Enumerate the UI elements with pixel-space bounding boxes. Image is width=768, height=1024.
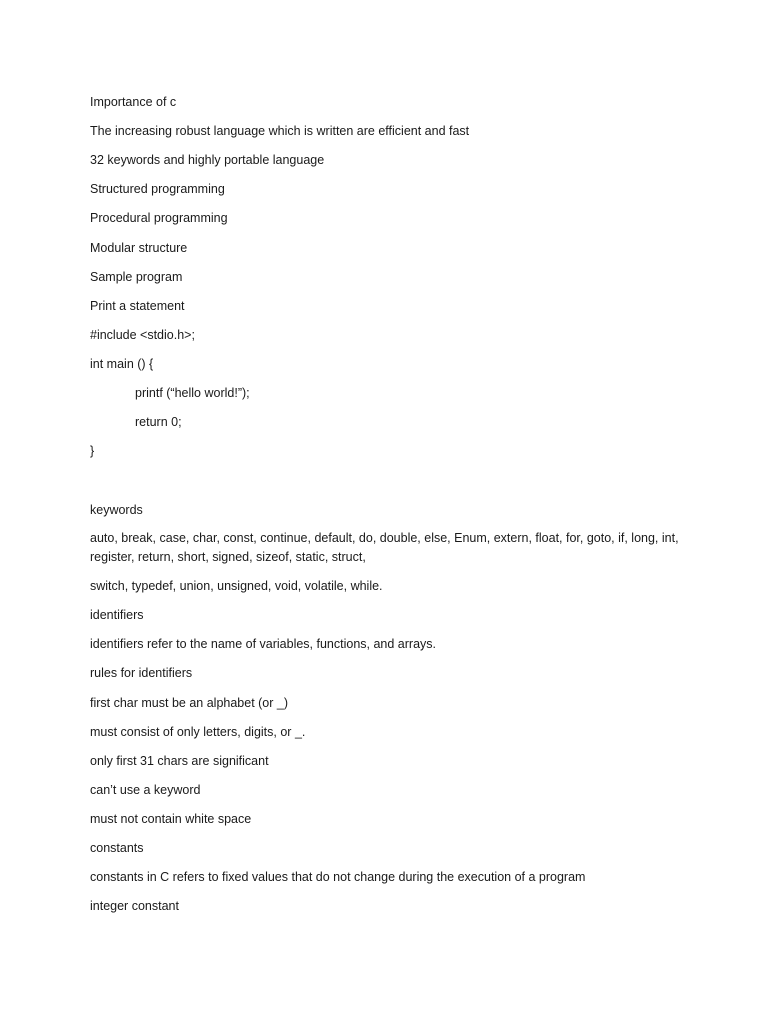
rule-line: first char must be an alphabet (or _) <box>90 696 289 710</box>
rule-line: must consist of only letters, digits, or _. <box>90 725 306 739</box>
paragraph-line: Structured programming <box>90 182 225 196</box>
keywords-list-line: auto, break, case, char, const, continue, default, do, double, else, Enum, extern, float, for, goto, if, long, int, register, return, short, signed, sizeof, static, struct, <box>90 531 679 564</box>
code-line: int main () { <box>90 357 154 371</box>
heading-rules-for-identifiers: rules for identifiers <box>90 666 193 680</box>
paragraph-line: identifiers refer to the name of variables, functions, and arrays. <box>90 637 437 651</box>
paragraph-line: Print a statement <box>90 299 185 313</box>
paragraph-line: The increasing robust language which is written are efficient and fast <box>90 124 470 138</box>
code-line-indented: return 0; <box>135 415 182 429</box>
code-line: } <box>90 444 95 458</box>
heading-sample-program: Sample program <box>90 270 183 284</box>
paragraph-line: Modular structure <box>90 241 188 255</box>
rule-line: must not contain white space <box>90 812 252 826</box>
paragraph-line: 32 keywords and highly portable language <box>90 153 325 167</box>
heading-integer-constant: integer constant <box>90 899 179 913</box>
code-line-indented: printf (“hello world!”); <box>135 386 250 400</box>
rule-line: only first 31 chars are significant <box>90 754 269 768</box>
heading-keywords: keywords <box>90 503 143 517</box>
rule-line: can’t use a keyword <box>90 783 201 797</box>
keywords-list-line: switch, typedef, union, unsigned, void, volatile, while. <box>90 579 383 593</box>
heading-constants: constants <box>90 841 144 855</box>
code-line: #include <stdio.h>; <box>90 328 195 342</box>
paragraph-line: constants in C refers to fixed values that do not change during the execution of a program <box>90 870 586 884</box>
heading-identifiers: identifiers <box>90 608 144 622</box>
heading-importance-of-c: Importance of c <box>90 95 177 109</box>
paragraph-line: Procedural programming <box>90 211 228 225</box>
